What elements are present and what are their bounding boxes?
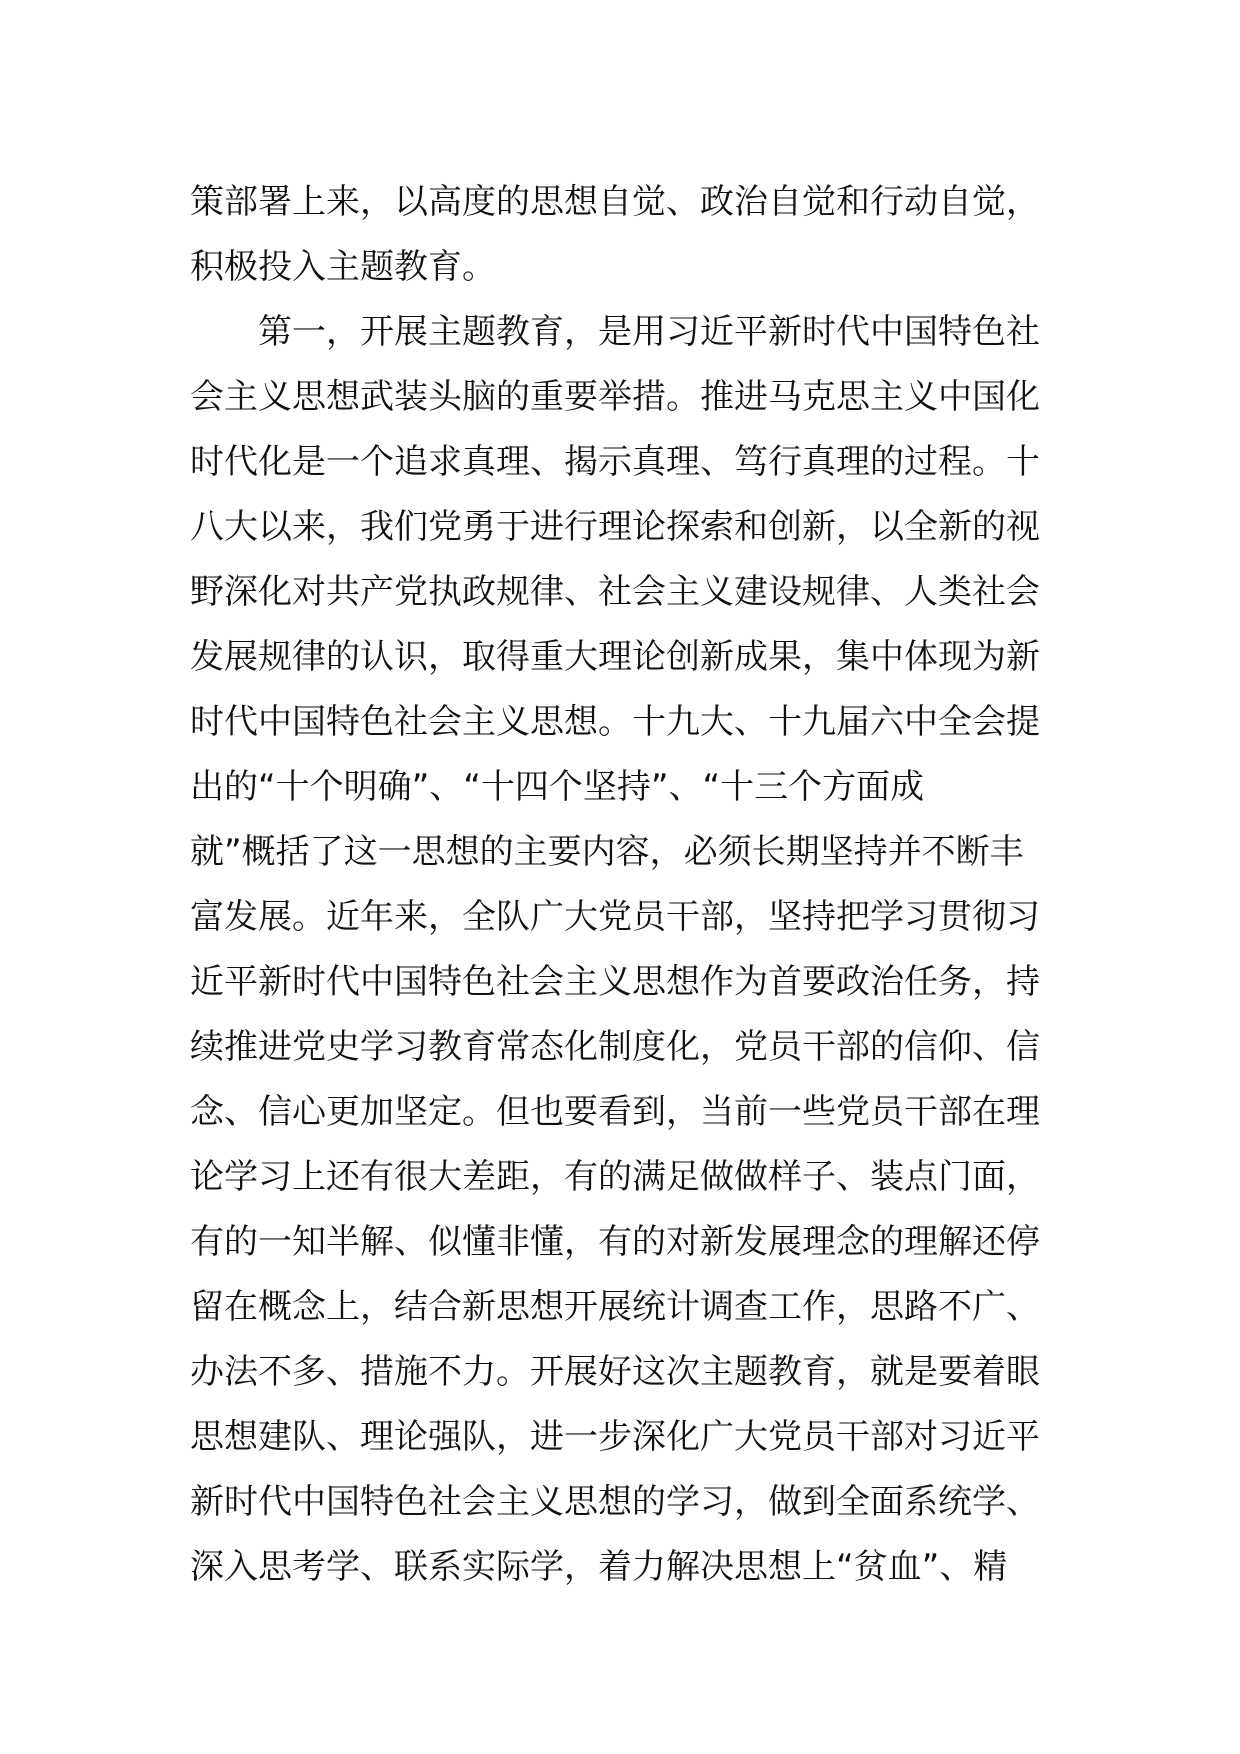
- text-line: 积极投入主题教育。: [190, 247, 496, 287]
- text-line: 新时代中国特色社会主义思想的学习，做到全面系统学、: [190, 1482, 1040, 1522]
- text-line: 八大以来，我们党勇于进行理论探索和创新，以全新的视: [190, 507, 1040, 547]
- text-line: 时代中国特色社会主义思想。十九大、十九届六中全会提: [190, 702, 1040, 742]
- text-line: 有的一知半解、似懂非懂，有的对新发展理念的理解还停: [190, 1222, 1040, 1262]
- text-line: 留在概念上，结合新思想开展统计调查工作，思路不广、: [190, 1287, 1040, 1327]
- text-line: 发展规律的认识，取得重大理论创新成果，集中体现为新: [190, 637, 1040, 677]
- paragraph-1: [190, 170, 1070, 300]
- text-line: 策部署上来，以高度的思想自觉、政治自觉和行动自觉，: [190, 182, 1040, 222]
- text-line: 野深化对共产党执政规律、社会主义建设规律、人类社会: [190, 572, 1040, 612]
- paragraph-2: [190, 300, 1070, 1600]
- text-line: 念、信心更加坚定。但也要看到，当前一些党员干部在理: [190, 1092, 1040, 1132]
- text-line: 办法不多、措施不力。开展好这次主题教育，就是要着眼: [190, 1352, 1040, 1392]
- text-line: 深入思考学、联系实际学，着力解决思想上“贫血”、精: [190, 1547, 1008, 1587]
- body-text: [190, 170, 1070, 1600]
- text-line: 时代化是一个追求真理、揭示真理、笃行真理的过程。十: [190, 442, 1040, 482]
- text-line: 思想建队、理论强队，进一步深化广大党员干部对习近平: [190, 1417, 1040, 1457]
- text-line: 近平新时代中国特色社会主义思想作为首要政治任务，持: [190, 962, 1040, 1002]
- text-line: 续推进党史学习教育常态化制度化，党员干部的信仰、信: [190, 1027, 1040, 1067]
- text-line: 第一，开展主题教育，是用习近平新时代中国特色社: [258, 312, 1040, 352]
- text-line: 会主义思想武装头脑的重要举措。推进马克思主义中国化: [190, 377, 1040, 417]
- text-line: 富发展。近年来，全队广大党员干部，坚持把学习贯彻习: [190, 897, 1040, 937]
- text-line: 论学习上还有很大差距，有的满足做做样子、装点门面，: [190, 1157, 1040, 1197]
- text-line: 就”概括了这一思想的主要内容，必须长期坚持并不断丰: [190, 832, 1024, 872]
- text-line: 出的“十个明确”、“十四个坚持”、“十三个方面成: [190, 767, 925, 807]
